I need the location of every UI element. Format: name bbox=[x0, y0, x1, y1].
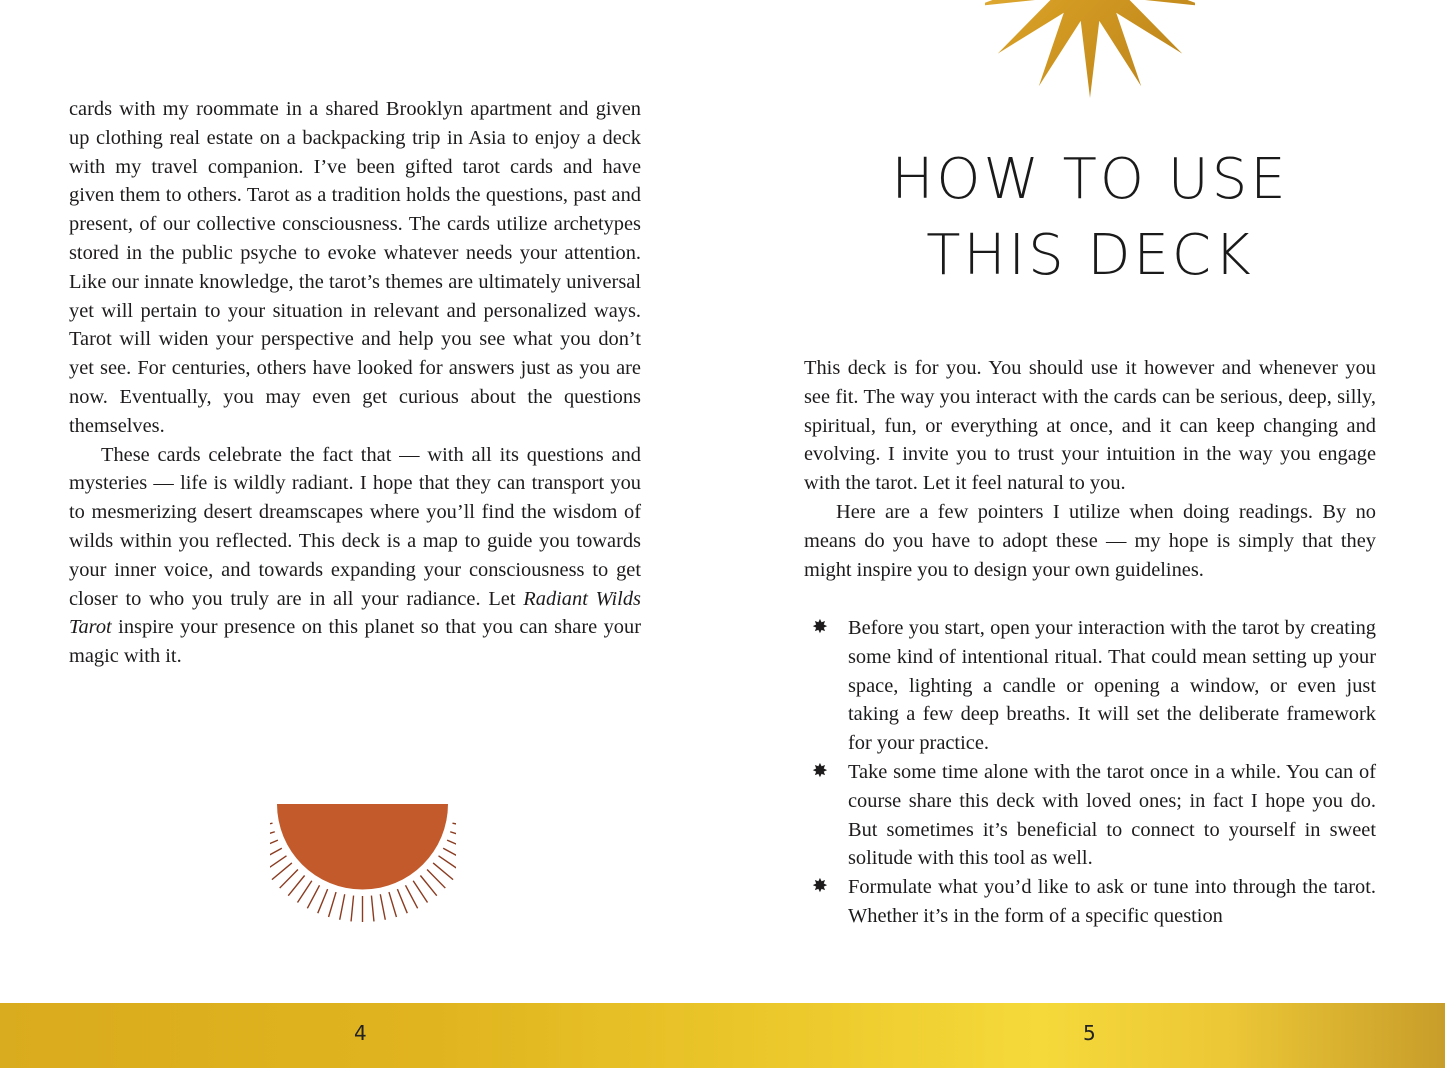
sun-ray bbox=[351, 896, 354, 922]
sun-ray bbox=[307, 885, 319, 908]
sun-ray bbox=[452, 823, 456, 828]
footer-band bbox=[0, 1003, 1445, 1068]
sun-ray bbox=[272, 863, 292, 880]
sun-ray bbox=[447, 840, 456, 850]
star-burst bbox=[985, 0, 1195, 98]
asterisk-bullet-icon: ✸ bbox=[812, 876, 828, 898]
half-sun-icon bbox=[270, 796, 456, 926]
heading-line-1: HOW TO USE bbox=[891, 147, 1289, 212]
page-number-right: 5 bbox=[1083, 1021, 1096, 1045]
sun-ray bbox=[405, 885, 417, 908]
sun-ray bbox=[297, 881, 311, 903]
pointer-list bbox=[804, 614, 1376, 931]
left-paragraph-1: cards with my roommate in a shared Brooklyn apartment and given up clothing real estate on a backpacking trip in Asia to enjoy a deck with my travel companion. I’ve been gifted tarot cards and have given them to others. Tarot as a tradition holds the questions, past and present, of our collective consciousness. The cards utilize archetypes stored in the public psyche to evoke whatever needs your attention. Like our innate knowledge, the tarot’s themes are ultimately universal yet will pertain to your situation in relevant and personalized ways. Tarot will widen your perspective and help you see what you don’t yet see. For centuries, others have looked for answers just as you are now. Eventually, you may even get curious about the questions themselves. bbox=[69, 98, 641, 437]
gold-star-icon bbox=[985, 0, 1195, 100]
sun-ray bbox=[270, 832, 275, 840]
list-item bbox=[804, 614, 1376, 758]
right-paragraph-1: This deck is for you. You should use it however and whenever you see fit. The way you interact with the cards can be serious, deep, silly, spiritual, fun, or everything at once, and it can keep changing and evolving. I invite you to trust your intuition in the way you engage with the tarot. Let it feel natural to you. bbox=[804, 357, 1376, 495]
list-item bbox=[804, 758, 1376, 873]
sun-ray bbox=[427, 870, 445, 889]
sun-ray bbox=[270, 848, 282, 860]
sun-ray bbox=[270, 840, 278, 850]
sun-ray bbox=[443, 848, 456, 860]
asterisk-bullet-icon: ✸ bbox=[812, 760, 828, 782]
left-paragraph-2-text-after-title: inspire your presence on this planet so that you can share your magic with it. bbox=[69, 616, 641, 668]
list-item bbox=[804, 873, 1376, 931]
section-heading bbox=[804, 142, 1376, 294]
right-body bbox=[804, 354, 1376, 584]
asterisk-bullet-icon: ✸ bbox=[812, 617, 828, 638]
sun-ray bbox=[450, 832, 456, 840]
right-paragraph-2: Here are a few pointers I utilize when doing readings. By no means do you have to adopt these — my hope is simply that they might inspire you to design your own guidelines. bbox=[804, 500, 1376, 581]
sun-ray bbox=[397, 889, 407, 913]
sun-ray bbox=[270, 856, 286, 871]
sun-half-disc bbox=[277, 804, 448, 889]
sun-ray bbox=[270, 823, 273, 828]
list-item-text: Take some time alone with the tarot once in a while. You can of course share this deck with loved ones; in fact I hope you do. But sometimes it’s beneficial to connect to yourself in sweet solitude with this tool as well. bbox=[848, 760, 1376, 870]
left-paragraph-2-text-before-title: These cards celebrate the fact that — with all its questions and mysteries — life is wildly radiant. I hope that they can transport you to mesmerizing desert dreamscapes where you’ll find the wisdom of wilds within you reflected. This deck is a map to guide you towards your inner voice, and towards expanding your consciousness to get closer to who you truly are in all your radiance. Let bbox=[69, 443, 641, 610]
sun-ray bbox=[380, 894, 385, 920]
left-paragraph-2 bbox=[69, 441, 641, 671]
sun-ray bbox=[329, 892, 336, 917]
sun-ray bbox=[439, 856, 456, 871]
sun-ray bbox=[413, 881, 427, 903]
deck-title: Radiant Wilds Tarot bbox=[69, 587, 641, 639]
heading-line-2: THIS DECK bbox=[926, 223, 1254, 288]
sun-ray bbox=[420, 876, 436, 896]
list-item-text: Before you start, open your interaction with the tarot by creating some kind of intentional ritual. That could mean setting up your space, lighting a candle or opening a window, or even just taking a few deep breaths. It will set the deliberate framework for your practice. bbox=[848, 617, 1376, 755]
left-page bbox=[69, 95, 641, 671]
list-item-text: Formulate what you’d like to ask or tune into through the tarot. Whether it’s in the form of a specific question bbox=[848, 876, 1376, 927]
sun-ray bbox=[389, 892, 396, 917]
sun-ray bbox=[433, 863, 453, 880]
sun-ray bbox=[318, 889, 328, 913]
sun-ray bbox=[340, 894, 345, 920]
sun-ray bbox=[280, 870, 298, 889]
sun-ray bbox=[371, 896, 374, 922]
sun-ray bbox=[288, 876, 304, 896]
page-number-left: 4 bbox=[354, 1021, 367, 1045]
